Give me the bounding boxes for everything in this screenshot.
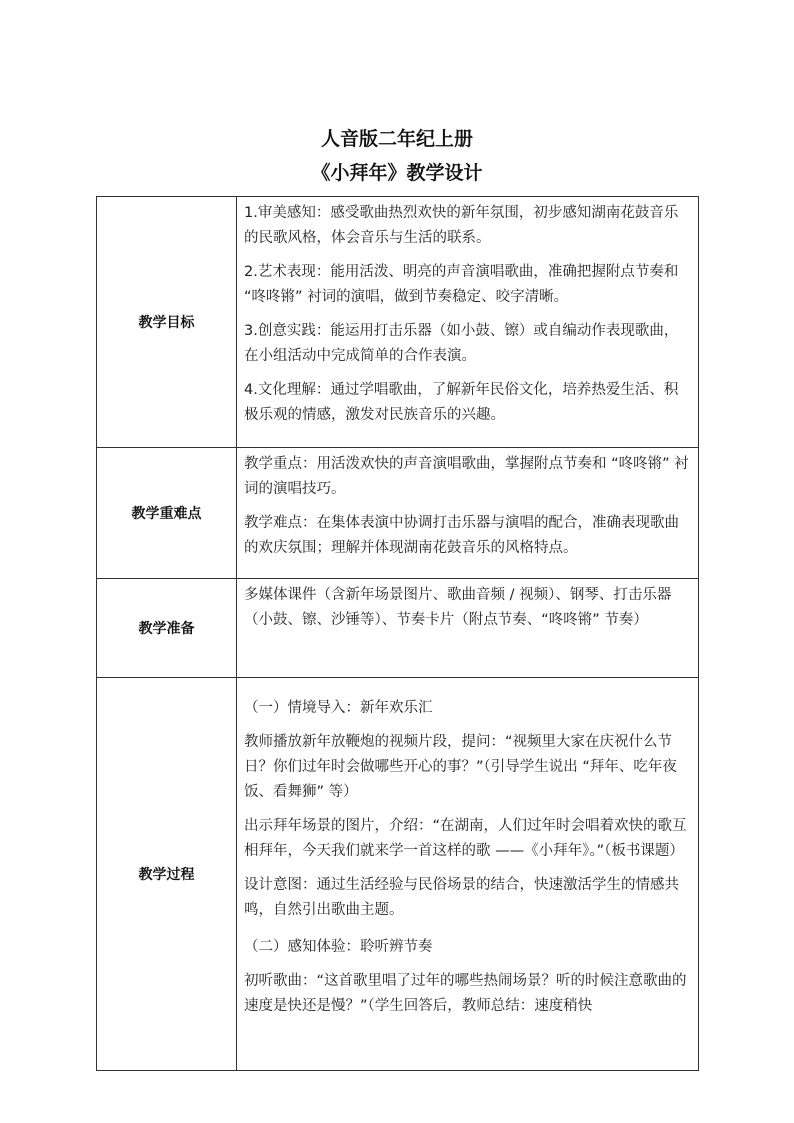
section-heading: （二）感知体验：聆听辨节奏 <box>244 939 433 955</box>
process-paragraph: 设计意图：通过生活经验与民俗场景的结合，快速激活学生的情感共鸣，自然引出歌曲主题。 <box>244 877 679 918</box>
goal-item: 1.审美感知：感受歌曲热烈欢快的新年氛围，初步感知湖南花鼓音乐的民歌风格，体会音乐与生活的联系。 <box>244 205 679 246</box>
row-content-preparation <box>237 579 699 678</box>
document-title: 人音版二年纪上册 <box>320 128 473 150</box>
document-subtitle: 《小拜年》教学设计 <box>311 162 483 184</box>
row-content-key-points <box>237 448 699 579</box>
row-label-key-points: 教学重难点 <box>97 448 237 579</box>
process-paragraph: 初听歌曲：“这首歌里唱了过年的哪些热闹场景？听的时候注意歌曲的速度是快还是慢？”（学生回答后，教师总结：速度稍快 <box>244 973 687 1014</box>
section-heading: （一）情境导入：新年欢乐汇 <box>244 700 433 716</box>
goal-item: 3.创意实践：能运用打击乐器（如小鼓、镲）或自编动作表现歌曲，在小组活动中完成简单的合作表演。 <box>244 323 679 364</box>
table-row-goals <box>97 197 699 448</box>
row-content-goals <box>237 197 699 448</box>
table-row-preparation <box>97 579 699 678</box>
process-paragraph: 教师播放新年放鞭炮的视频片段，提问：“视频里大家在庆祝什么节日？你们过年时会做哪些开心的事？”（引导学生说出 “拜年、吃年夜饭、看舞狮” 等） <box>244 734 677 800</box>
row-label-goals: 教学目标 <box>97 197 237 448</box>
key-point-item: 教学重点：用活泼欢快的声音演唱歌曲，掌握附点节奏和 “咚咚锵” 衬词的演唱技巧。 <box>244 456 689 497</box>
lesson-plan-table <box>96 196 699 1071</box>
difficult-point-item: 教学难点：在集体表演中协调打击乐器与演唱的配合，准确表现歌曲的欢庆氛围；理解并体现湖南花鼓音乐的风格特点。 <box>244 515 679 556</box>
table-row-key-difficult-points <box>97 448 699 579</box>
goal-item: 4.文化理解：通过学唱歌曲，了解新年民俗文化，培养热爱生活、积极乐观的情感，激发对民族音乐的兴趣。 <box>244 382 679 423</box>
table-row-process <box>97 678 699 1071</box>
row-label-process: 教学过程 <box>97 678 237 1071</box>
row-label-preparation: 教学准备 <box>97 579 237 678</box>
row-content-process <box>237 678 699 1071</box>
preparation-text: 多媒体课件（含新年场景图片、歌曲音频 / 视频）、钢琴、打击乐器（小鼓、镲、沙锤等）、节奏卡片（附点节奏、“咚咚锵” 节奏） <box>244 587 672 628</box>
goal-item: 2.艺术表现：能用活泼、明亮的声音演唱歌曲，准确把握附点节奏和 “咚咚锵” 衬词的演唱，做到节奏稳定、咬字清晰。 <box>244 264 679 305</box>
process-paragraph: 出示拜年场景的图片，介绍：“在湖南，人们过年时会唱着欢快的歌互相拜年，今天我们就来学一首这样的歌 ——《小拜年》。”（板书课题） <box>244 818 687 859</box>
